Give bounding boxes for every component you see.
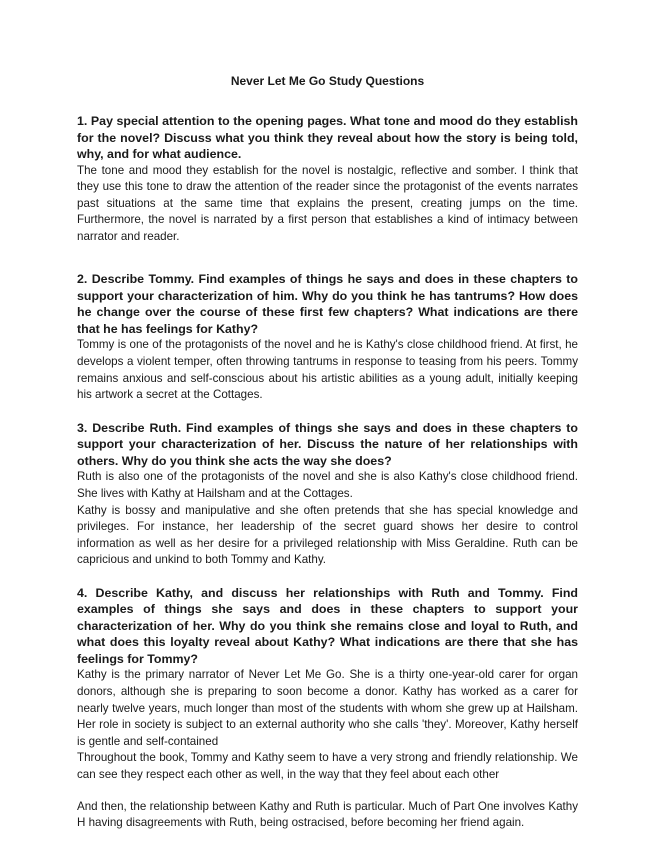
answer-paragraph: Throughout the book, Tommy and Kathy seem to have a very strong and friendly relationship. We can see they respect each other as well, in the way that they feel about each other xyxy=(77,751,578,781)
answer-paragraph: Kathy is the primary narrator of Never Let Me Go. She is a thirty one-year-old carer for organ donors, although she is preparing to soon become a donor. Kathy has worked as a carer for nearly twelve years, much longer than most of the students with whom she grew up at Hailsham. Her role in society is subject to an external authority who she calls 'they'. Moreover, Kathy herself is gentle and self-contained xyxy=(77,668,578,748)
question-section-4 xyxy=(77,585,578,832)
question-text: 4. Describe Kathy, and discuss her relationships with Ruth and Tommy. Find examples of things she says and does in these chapters to support your characterization of her. Why do you think she remains close and loyal to Ruth, and what does this loyalty reveal about Kathy? What indications are there that she has feelings for Tommy? xyxy=(77,585,578,666)
answer-paragraph: Ruth is also one of the protagonists of the novel and she is also Kathy's close childhood friend. She lives with Kathy at Hailsham and at the Cottages. xyxy=(77,470,578,500)
question-text: 1. Pay special attention to the opening pages. What tone and mood do they establish for the novel? Discuss what you think they reveal about how the story is being told, why, and for what audience. xyxy=(77,114,578,161)
question-text: 3. Describe Ruth. Find examples of things she says and does in these chapters to support your characterization of her. Discuss the nature of her relationships with others. Why do you think she acts the way she does? xyxy=(77,420,578,468)
document-body xyxy=(77,113,578,832)
question-section-3 xyxy=(77,420,578,569)
question-text: 2. Describe Tommy. Find examples of things he says and does in these chapters to support your characterization of him. Why do you think he has tantrums? How does he change over the course of these first few chapters? What indications are there that he has feelings for Kathy? xyxy=(77,272,578,336)
document-title: Never Let Me Go Study Questions xyxy=(230,74,425,88)
answer-paragraph: And then, the relationship between Kathy and Ruth is particular. Much of Part One involves Kathy H having disagreements with Ruth, being ostracised, before becoming her friend again. xyxy=(77,799,578,830)
question-section-1 xyxy=(77,113,578,245)
answer-paragraph: The tone and mood they establish for the novel is nostalgic, reflective and somber. I think that they use this tone to draw the attention of the reader since the protagonist of the events narrates past situations at the same time that explains the present, creating jumps on the time. Furthermore, the novel is narrated by a first person that establishes a kind of intimacy between narrator and reader. xyxy=(77,163,578,243)
answer-paragraph: Kathy is bossy and manipulative and she often pretends that she has special knowledge and privileges. For instance, her leadership of the secret guard shows her desire to control information as well as her desire for a privileged relationship with Miss Geraldine. Ruth can be capricious and unkind to both Tommy and Kathy. xyxy=(77,503,578,567)
answer-paragraph: Tommy is one of the protagonists of the novel and he is Kathy's close childhood friend. At first, he develops a violent temper, often throwing tantrums in response to teasing from his peers. Tommy remains anxious and self-conscious about his artistic abilities as a young adult, initially keeping his artwork a secret at the Cottages. xyxy=(77,338,578,402)
question-section-2 xyxy=(77,271,578,403)
